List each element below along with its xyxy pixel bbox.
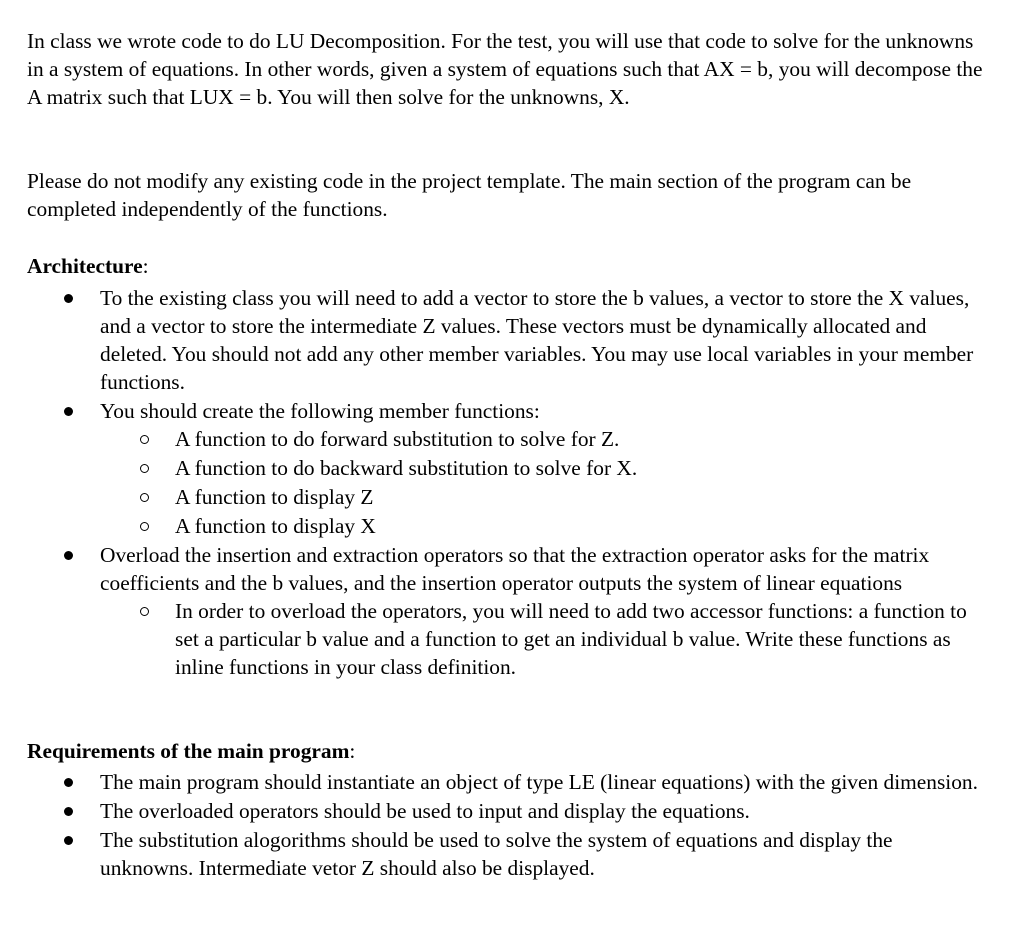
operators-sublist	[100, 597, 987, 681]
bullet-dot-icon	[64, 807, 73, 816]
sub-item-text: A function to display X	[175, 514, 376, 538]
circle-bullet-icon	[140, 522, 149, 531]
bullet-dot-icon	[64, 778, 73, 787]
circle-bullet-icon	[140, 435, 149, 444]
sub-item-text: A function to display Z	[175, 485, 374, 509]
requirements-heading-text: Requirements of the main program	[27, 739, 350, 763]
architecture-heading-colon: :	[142, 254, 149, 278]
sub-item	[27, 454, 987, 482]
requirements-item-text: The overloaded operators should be used to input and display the equations.	[100, 799, 750, 823]
architecture-heading	[27, 252, 987, 280]
sub-item-text: In order to overload the operators, you will need to add two accessor functions: a function to set a particular b value and a function to get an individual b value. Write these functions as inline functions in your class definition.	[175, 599, 967, 679]
requirements-item-text: The main program should instantiate an object of type LE (linear equations) with the given dimension.	[100, 770, 978, 794]
bullet-dot-icon	[64, 836, 73, 845]
architecture-item	[27, 541, 987, 681]
requirements-item-text: The substitution alogorithms should be used to solve the system of equations and display the unknowns. Intermediate vetor Z should also be displayed.	[100, 828, 893, 880]
circle-bullet-icon	[140, 607, 149, 616]
sub-item	[27, 512, 987, 540]
architecture-item	[27, 284, 987, 396]
member-functions-sublist	[100, 425, 987, 540]
architecture-item-text: Overload the insertion and extraction operators so that the extraction operator asks for the matrix coefficients and the b values, and the insertion operator outputs the system of linear equations	[100, 543, 930, 595]
sub-item-text: A function to do backward substitution to solve for X.	[175, 456, 638, 480]
requirements-item	[27, 768, 987, 796]
architecture-item-text: To the existing class you will need to add a vector to store the b values, a vector to store the X values, and a vector to store the intermediate Z values. These vectors must be dynamically allocated and deleted. You should not add any other member variables. You may use local variables in your member functions.	[100, 286, 974, 394]
circle-bullet-icon	[140, 493, 149, 502]
architecture-list	[27, 284, 987, 682]
circle-bullet-icon	[140, 464, 149, 473]
bullet-dot-icon	[64, 551, 73, 560]
requirements-list	[27, 768, 987, 883]
requirements-heading-colon: :	[349, 739, 356, 763]
requirements-item	[27, 797, 987, 825]
intro-paragraph-1: In class we wrote code to do LU Decomposition. For the test, you will use that code to solve for the unknowns in a system of equations. In other words, given a system of equations such that AX = b, you will decompose the A matrix such that LUX = b. You will then solve for the unknowns, X.	[27, 29, 983, 109]
architecture-heading-text: Architecture	[27, 254, 143, 278]
sub-item-text: A function to do forward substitution to solve for Z.	[175, 427, 620, 451]
intro-paragraph-2: Please do not modify any existing code in the project template. The main section of the program can be completed independently of the functions.	[27, 169, 912, 221]
sub-item	[27, 425, 987, 453]
sub-item	[27, 597, 987, 681]
bullet-dot-icon	[64, 407, 73, 416]
architecture-item-text: You should create the following member functions:	[100, 399, 540, 423]
architecture-item	[27, 397, 987, 540]
bullet-dot-icon	[64, 294, 73, 303]
requirements-heading	[27, 737, 987, 765]
requirements-item	[27, 826, 987, 882]
sub-item	[27, 483, 987, 511]
